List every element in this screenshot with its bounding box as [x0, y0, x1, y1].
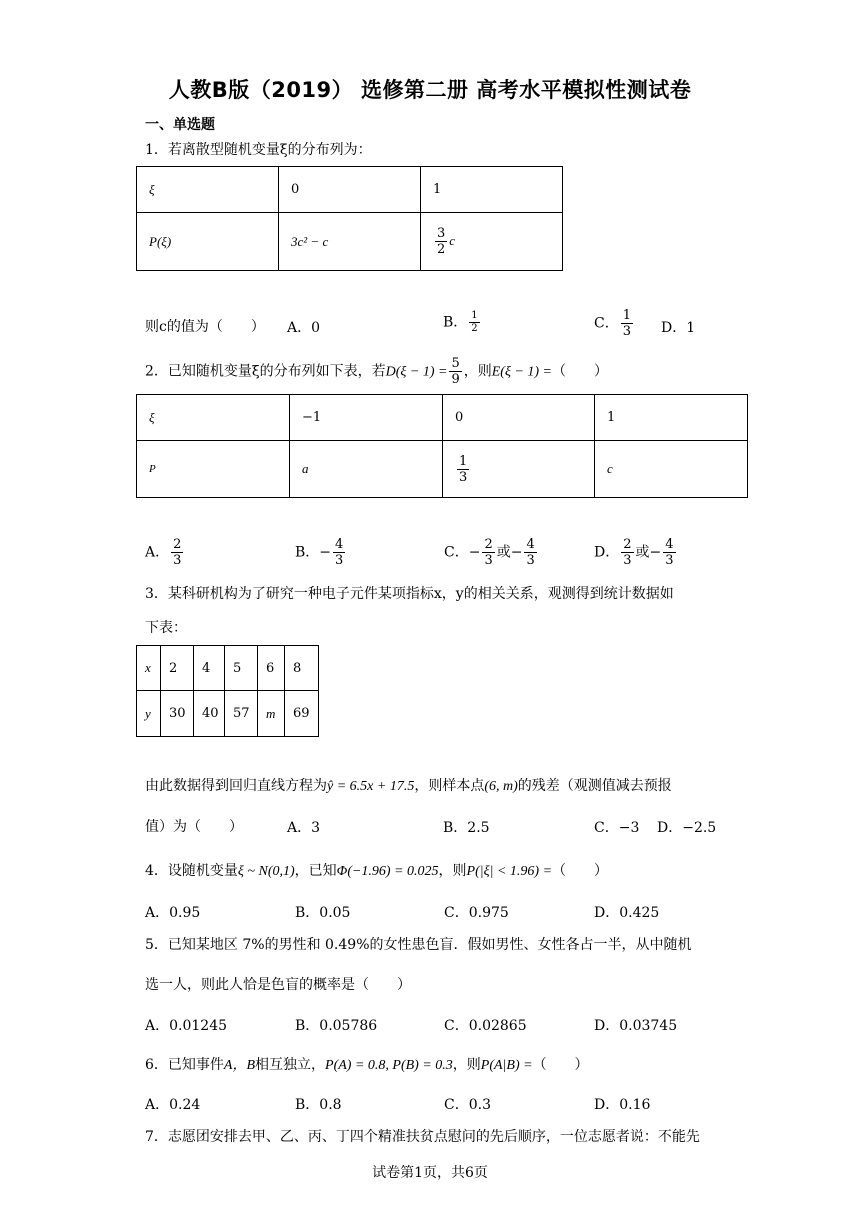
q3-table: [136, 645, 319, 737]
q4-stem: 4．设随机变量ξ ~ N(0,1)，已知Φ(−1.96) = 0.025，则P(|ξ| < 1.96) =（ ）: [145, 863, 609, 879]
q1-cell-p0: 3c² − c: [279, 213, 421, 271]
q1-option-c[interactable]: C． $\frac{1}{3}$: [594, 308, 631, 339]
page-title: 人教B版（2019） 选修第二册 高考水平模拟性测试卷: [168, 78, 692, 102]
q1-cell-0: 0: [279, 167, 421, 213]
q2-cell: P: [137, 441, 290, 498]
q3-cell: m: [258, 691, 285, 737]
q5-stem-line2: 选一人，则此人恰是色盲的概率是（ ）: [145, 977, 411, 993]
q1-ask: 则c的值为（ ）: [145, 319, 265, 335]
fraction: $\frac{3}{2}$: [437, 226, 446, 257]
q3-option-c[interactable]: C．−3: [594, 820, 640, 836]
q4-option-a[interactable]: A．0.95: [145, 905, 201, 921]
q1-option-a[interactable]: A．0: [287, 320, 321, 336]
q3-text-line1: 由此数据得到回归直线方程为ŷ = 6.5x + 17.5，则样本点(6, m)的残差（观测值减去预报: [145, 778, 672, 794]
q3-cell: x: [137, 646, 161, 691]
q3-cell: 8: [285, 646, 319, 691]
q3-cell: 57: [225, 691, 258, 737]
q2-stem: 2．已知随机变量ξ的分布列如下表，若D(ξ − 1) = $\frac{5}{9}$ ，则E(ξ − 1) =（ ）: [145, 356, 608, 387]
q2-option-c[interactable]: C．− $\frac{2}{3}$ 或− $\frac{4}{3}$: [444, 537, 535, 568]
q3-cell: 5: [225, 646, 258, 691]
q3-stem-line2: 下表：: [145, 620, 187, 636]
q1-table: [136, 166, 563, 271]
q2-table: [136, 394, 748, 498]
q2-cell: −1: [290, 395, 443, 441]
q3-cell: 6: [258, 646, 285, 691]
section-heading: 一、单选题: [145, 117, 215, 133]
q2-option-b[interactable]: B．− $\frac{4}{3}$: [295, 537, 344, 568]
q3-cell: 30: [161, 691, 194, 737]
q3-option-d[interactable]: D．−2.5: [657, 820, 717, 836]
q2-cell: $\frac{1}{3}$: [443, 441, 595, 498]
q6-stem: 6．已知事件A，B相互独立，P(A) = 0.8, P(B) = 0.3，则P(A|B) =（ ）: [145, 1057, 589, 1073]
q1-cell-xi: ξ: [137, 167, 279, 213]
q7-stem-line1: 7．志愿团安排去甲、乙、丙、丁四个精准扶贫点慰问的先后顺序，一位志愿者说：不能先: [145, 1129, 700, 1145]
q1-cell-1: 1: [421, 167, 563, 213]
q2-cell: c: [595, 441, 748, 498]
q5-option-a[interactable]: A．0.01245: [145, 1018, 228, 1034]
q2-option-a[interactable]: A． $\frac{2}{3}$: [145, 537, 182, 568]
q3-cell: 4: [194, 646, 225, 691]
q5-option-d[interactable]: D．0.03745: [594, 1018, 678, 1034]
q4-option-d[interactable]: D．0.425: [594, 905, 660, 921]
q3-cell: 69: [285, 691, 319, 737]
q3-option-a[interactable]: A．3: [287, 820, 321, 836]
q6-option-c[interactable]: C．0.3: [444, 1097, 491, 1113]
q3-option-b[interactable]: B．2.5: [443, 820, 490, 836]
q6-option-d[interactable]: D．0.16: [594, 1097, 651, 1113]
q2-cell: a: [290, 441, 443, 498]
q3-cell: 40: [194, 691, 225, 737]
q6-option-a[interactable]: A．0.24: [145, 1097, 201, 1113]
q6-option-b[interactable]: B．0.8: [295, 1097, 342, 1113]
q1-stem: 1．若离散型随机变量ξ的分布列为：: [145, 142, 372, 158]
q5-option-c[interactable]: C．0.02865: [444, 1018, 527, 1034]
q2-cell: ξ: [137, 395, 290, 441]
q1-option-d[interactable]: D．1: [661, 320, 696, 336]
q3-cell: 2: [161, 646, 194, 691]
q2-option-d[interactable]: D． $\frac{2}{3}$ 或− $\frac{4}{3}$: [594, 537, 674, 568]
q3-stem-line1: 3．某科研机构为了研究一种电子元件某项指标x，y的相关关系，观测得到统计数据如: [145, 586, 674, 602]
q1-cell-p1: $\frac{3}{2}$ c: [421, 213, 563, 271]
q3-text-line2: 值）为（ ）: [145, 819, 243, 835]
q5-option-b[interactable]: B．0.05786: [295, 1018, 378, 1034]
q1-cell-p: P(ξ): [137, 213, 279, 271]
q4-option-c[interactable]: C．0.975: [444, 905, 509, 921]
page-footer: 试卷第1页，共6页: [372, 1165, 488, 1181]
q5-stem-line1: 5．已知某地区 7%的男性和 0.49%的女性患色盲．假如男性、女性各占一半，从中随机: [145, 937, 692, 953]
q1-option-b[interactable]: B． $\frac{1}{2}$: [443, 310, 478, 334]
q2-cell: 1: [595, 395, 748, 441]
q2-cell: 0: [443, 395, 595, 441]
q4-option-b[interactable]: B．0.05: [295, 905, 351, 921]
q3-cell: y: [137, 691, 161, 737]
